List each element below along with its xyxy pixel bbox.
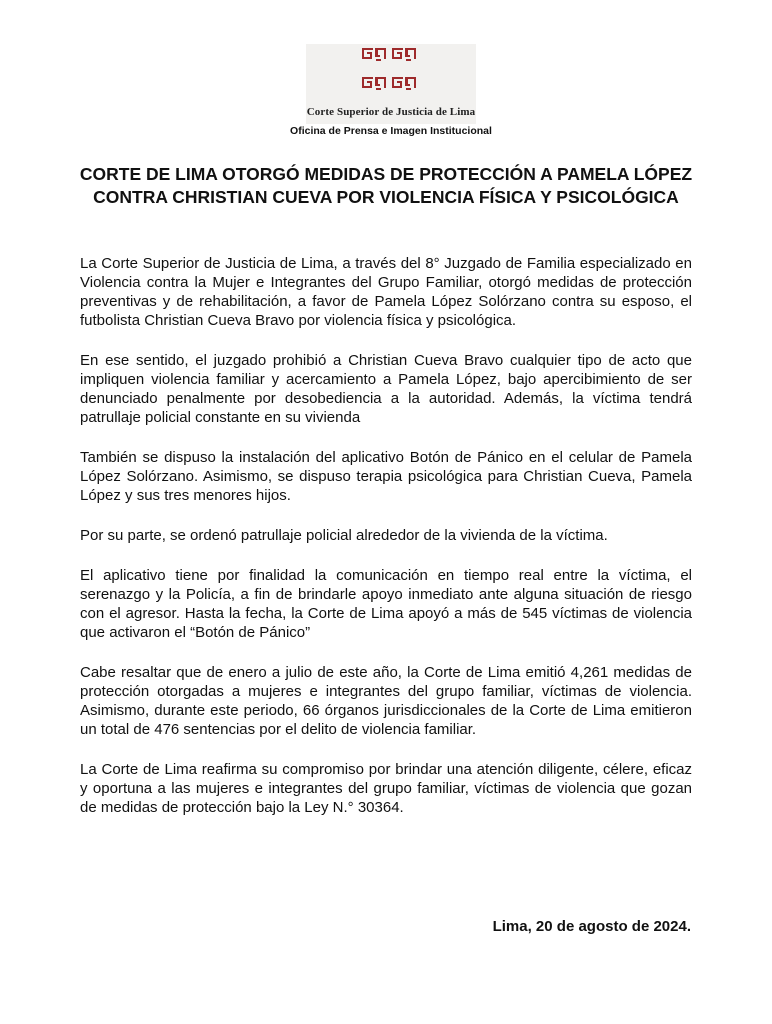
office-name: Oficina de Prensa e Imagen Institucional [290, 125, 492, 137]
date-signoff: Lima, 20 de agosto de 2024. [492, 918, 691, 935]
paragraph: La Corte de Lima reafirma su compromiso por brindar una atención diligente, célere, eficaz y oportuna a las mujeres e integrantes del grupo familiar, víctimas de violencia que gozan de medidas de protección bajo la Ley N.° 30364. [80, 761, 692, 816]
paragraph: Cabe resaltar que de enero a julio de este año, la Corte de Lima emitió 4,261 medidas de protección otorgadas a mujeres e integrantes del grupo familiar, víctimas de violencia. Asimismo, durante este periodo, 66 órganos jurisdiccionales de la Corte de Lima emitieron un total de 476 sentencias por el delito de violencia familiar. [80, 664, 692, 738]
paragraph: En ese sentido, el juzgado prohibió a Christian Cueva Bravo cualquier tipo de acto que impliquen violencia familiar y acercamiento a Pamela López, bajo apercibimiento de ser denunciado penalmente por desobediencia a la autoridad. Además, la víctima tendrá patrullaje policial constante en su vivienda [80, 352, 692, 426]
article-body [80, 254, 692, 838]
paragraph: El aplicativo tiene por finalidad la comunicación en tiempo real entre la víctima, el serenazgo y la Policía, a fin de brindarle apoyo inmediato ante alguna situación de riesgo con el agresor. Hasta la fecha, la Corte de Lima apoyó a más de 545 víctimas de violencia que activaron el “Botón de Pánico” [80, 567, 692, 641]
page-title: CORTE DE LIMA OTORGÓ MEDIDAS DE PROTECCIÓN A PAMELA LÓPEZ CONTRA CHRISTIAN CUEVA POR VIOLENCIA FÍSICA Y PSICOLÓGICA [79, 164, 693, 207]
letterhead-logo [306, 44, 476, 124]
paragraph: Por su parte, se ordenó patrullaje policial alrededor de la vivienda de la víctima. [80, 527, 608, 544]
court-logo-icon [361, 47, 421, 103]
paragraph: También se dispuso la instalación del aplicativo Botón de Pánico en el celular de Pamela López Solórzano. Asimismo, se dispuso terapia psicológica para Christian Cueva, Pamela López y sus tres menores hijos. [80, 449, 692, 504]
paragraph: La Corte Superior de Justicia de Lima, a través del 8° Juzgado de Familia especializado en Violencia contra la Mujer e Integrantes del Grupo Familiar, otorgó medidas de protección preventivas y de rehabilitación, a favor de Pamela López Solórzano contra su esposo, el futbolista Christian Cueva Bravo por violencia física y psicológica. [80, 255, 692, 329]
court-name: Corte Superior de Justicia de Lima [306, 106, 476, 118]
